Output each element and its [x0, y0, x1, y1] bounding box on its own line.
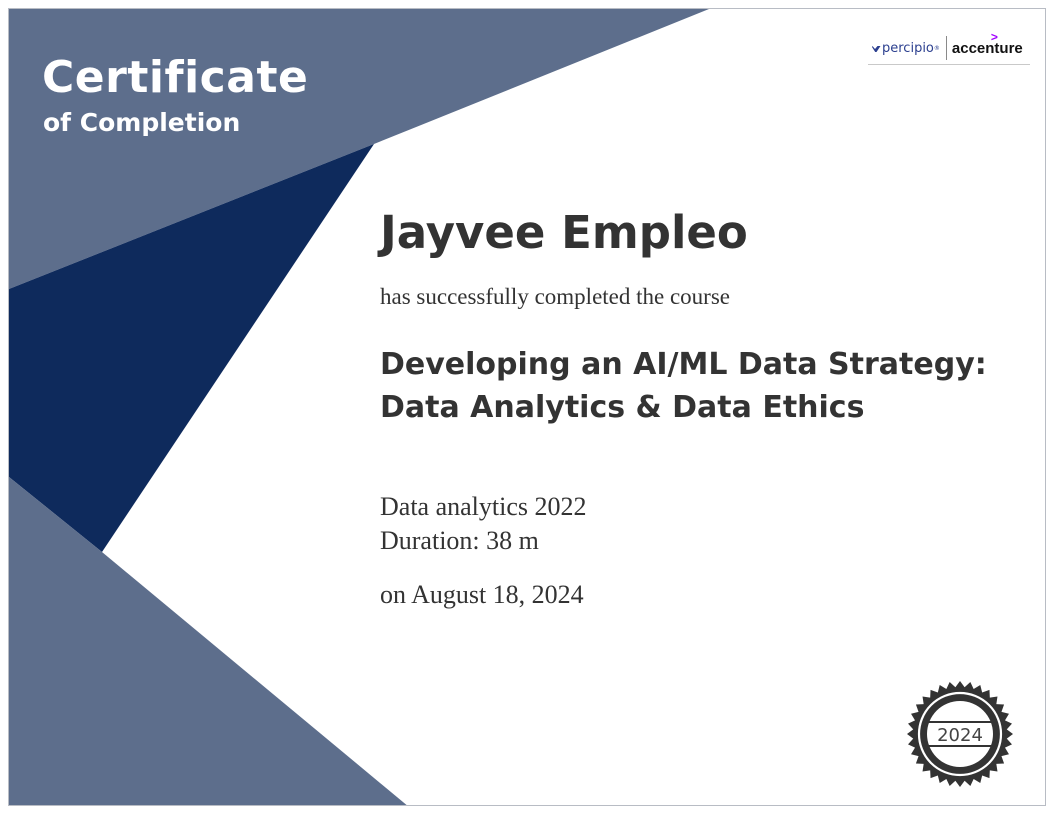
course-duration: Duration: 38 m	[380, 526, 539, 555]
accenture-accent-mark: >	[990, 29, 998, 44]
certificate-subtitle: of Completion	[43, 108, 241, 137]
completion-date: on August 18, 2024	[380, 580, 584, 609]
course-collection: Data analytics 2022	[380, 492, 587, 521]
percipio-wordmark: percipio	[882, 40, 934, 56]
bottom-slate-triangle	[9, 477, 409, 806]
year-seal	[906, 680, 1014, 788]
accenture-logo	[947, 29, 1023, 57]
percipio-chevron-icon	[872, 44, 881, 53]
accenture-wordmark: accenture	[951, 39, 1023, 57]
percipio-logo	[868, 36, 947, 60]
percipio-registered-mark: ®	[933, 44, 940, 52]
course-title: Developing an AI/ML Data Strategy: Data Analytics & Data Ethics	[380, 347, 987, 425]
certificate-page	[8, 8, 1046, 806]
seal-year: 2024	[937, 725, 983, 746]
recipient-name: Jayvee Empleo	[380, 206, 748, 259]
completion-statement: has successfully completed the course	[380, 284, 730, 309]
certificate-title: Certificate	[42, 52, 309, 103]
partner-logos	[868, 29, 1030, 65]
